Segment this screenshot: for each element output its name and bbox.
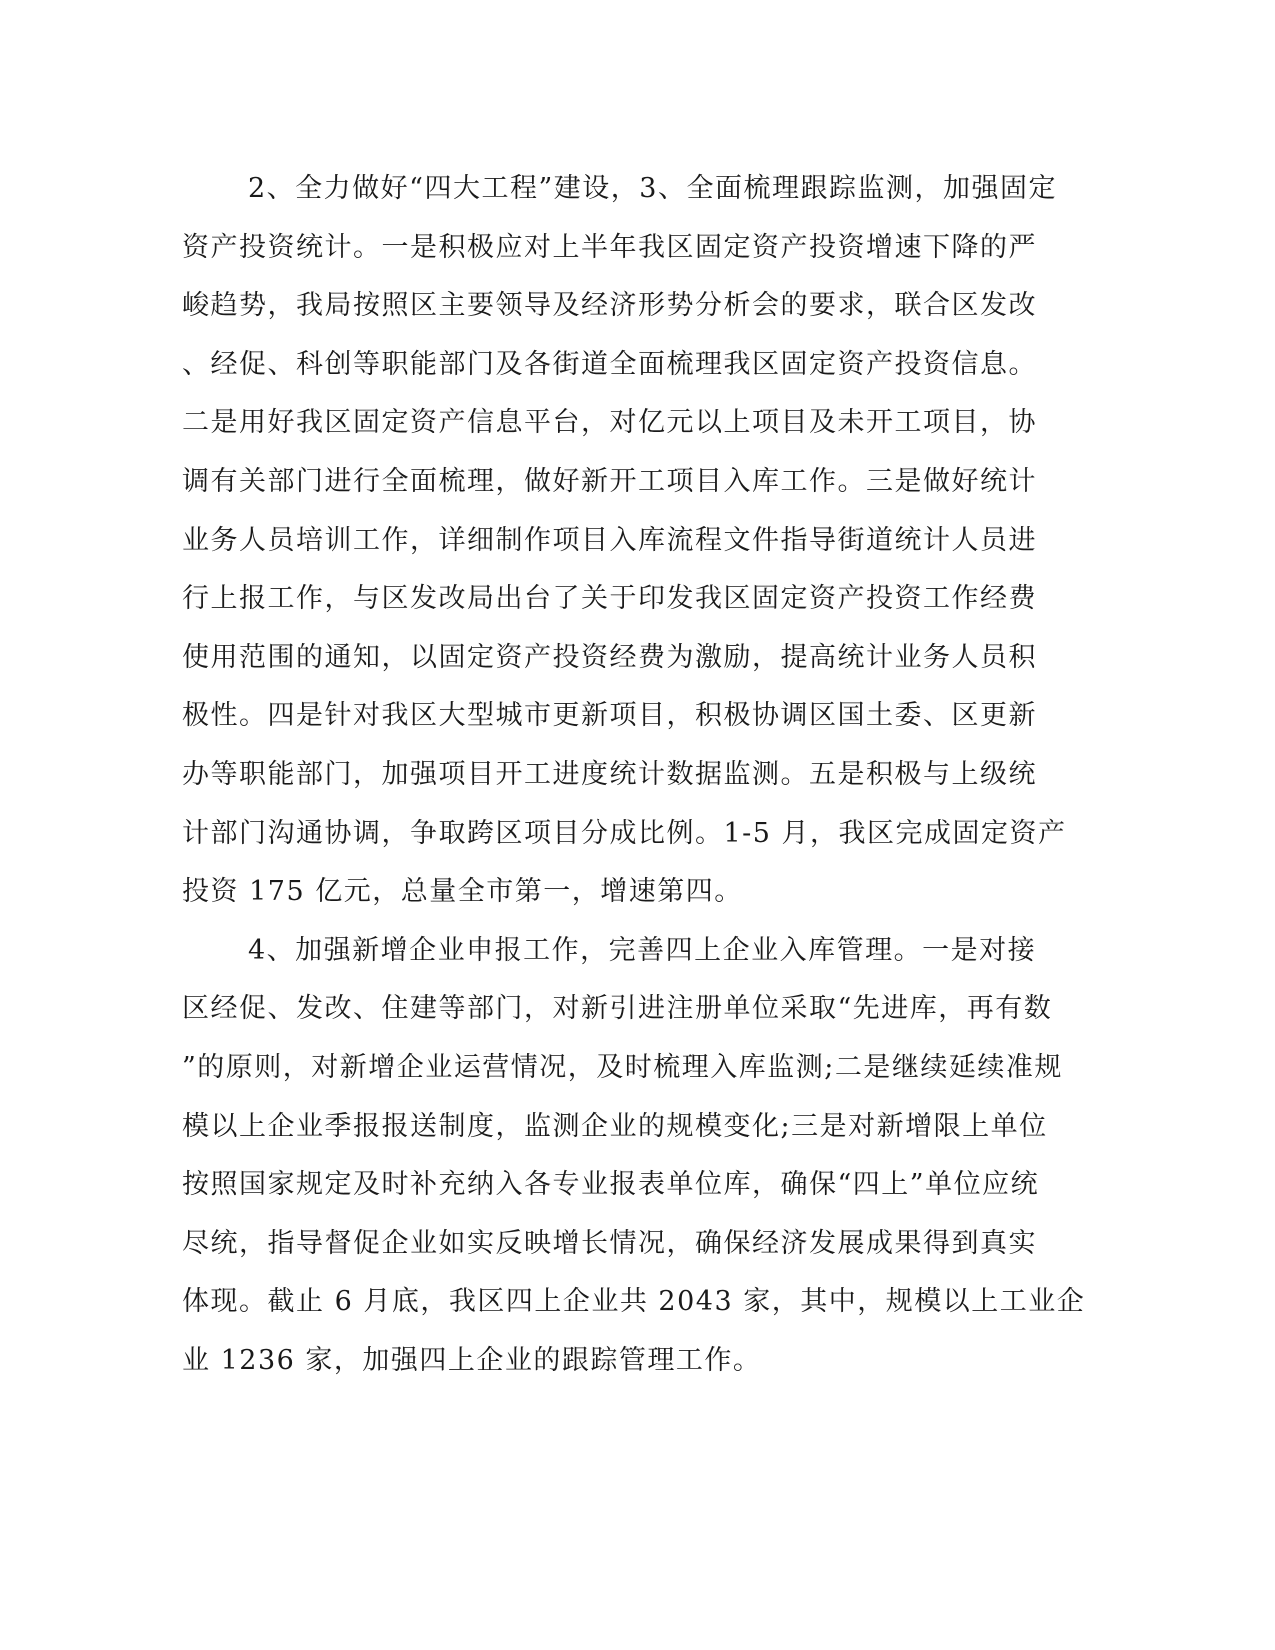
text-line: 调有关部门进行全面梳理，做好新开工项目入库工作。三是做好统计: [182, 465, 1037, 497]
text-line: 二是用好我区固定资产信息平台，对亿元以上项目及未开工项目，协: [182, 407, 1037, 439]
text-line: 、经促、科创等职能部门及各街道全面梳理我区固定资产投资信息。: [182, 348, 1037, 380]
text-line: 体现。截止 6 月底，我区四上企业共 2043 家，其中，规模以上工业企: [182, 1286, 1086, 1318]
text-line: 尽统，指导督促企业如实反映增长情况，确保经济发展成果得到真实: [182, 1227, 1037, 1259]
text-line: 业务人员培训工作，详细制作项目入库流程文件指导街道统计人员进: [182, 524, 1037, 556]
text-line: 办等职能部门，加强项目开工进度统计数据监测。五是积极与上级统: [182, 758, 1037, 790]
text-line: 按照国家规定及时补充纳入各专业报表单位库，确保“四上”单位应统: [182, 1169, 1040, 1201]
paragraph-fixed-asset-investment: [182, 160, 1067, 922]
text-line: 极性。四是针对我区大型城市更新项目，积极协调区国土委、区更新: [182, 700, 1037, 732]
text-line: 4、加强新增企业申报工作，完善四上企业入库管理。一是对接: [248, 934, 1037, 966]
paragraph-enterprise-registration: [182, 922, 1086, 1391]
text-line: 模以上企业季报报送制度，监测企业的规模变化;三是对新增限上单位: [182, 1110, 1048, 1142]
text-line: 行上报工作，与区发改局出台了关于印发我区固定资产投资工作经费: [182, 583, 1037, 615]
text-line: 区经促、发改、住建等部门，对新引进注册单位采取“先进库，再有数: [182, 993, 1053, 1025]
document-body: [182, 160, 1086, 1390]
text-line: ”的原则，对新增企业运营情况，及时梳理入库监测;二是继续延续准规: [182, 1051, 1063, 1083]
text-line: 资产投资统计。一是积极应对上半年我区固定资产投资增速下降的严: [182, 231, 1037, 263]
text-line: 2、全力做好“四大工程”建设，3、全面梳理跟踪监测，加强固定: [248, 173, 1057, 204]
text-line: 投资 175 亿元，总量全市第一，增速第四。: [182, 876, 743, 908]
text-line: 峻趋势，我局按照区主要领导及经济形势分析会的要求，联合区发改: [182, 290, 1037, 322]
text-line: 使用范围的通知，以固定资产投资经费为激励，提高统计业务人员积: [182, 641, 1037, 673]
text-line: 业 1236 家，加强四上企业的跟踪管理工作。: [182, 1344, 762, 1376]
text-line: 计部门沟通协调，争取跨区项目分成比例。1-5 月，我区完成固定资产: [182, 817, 1067, 849]
